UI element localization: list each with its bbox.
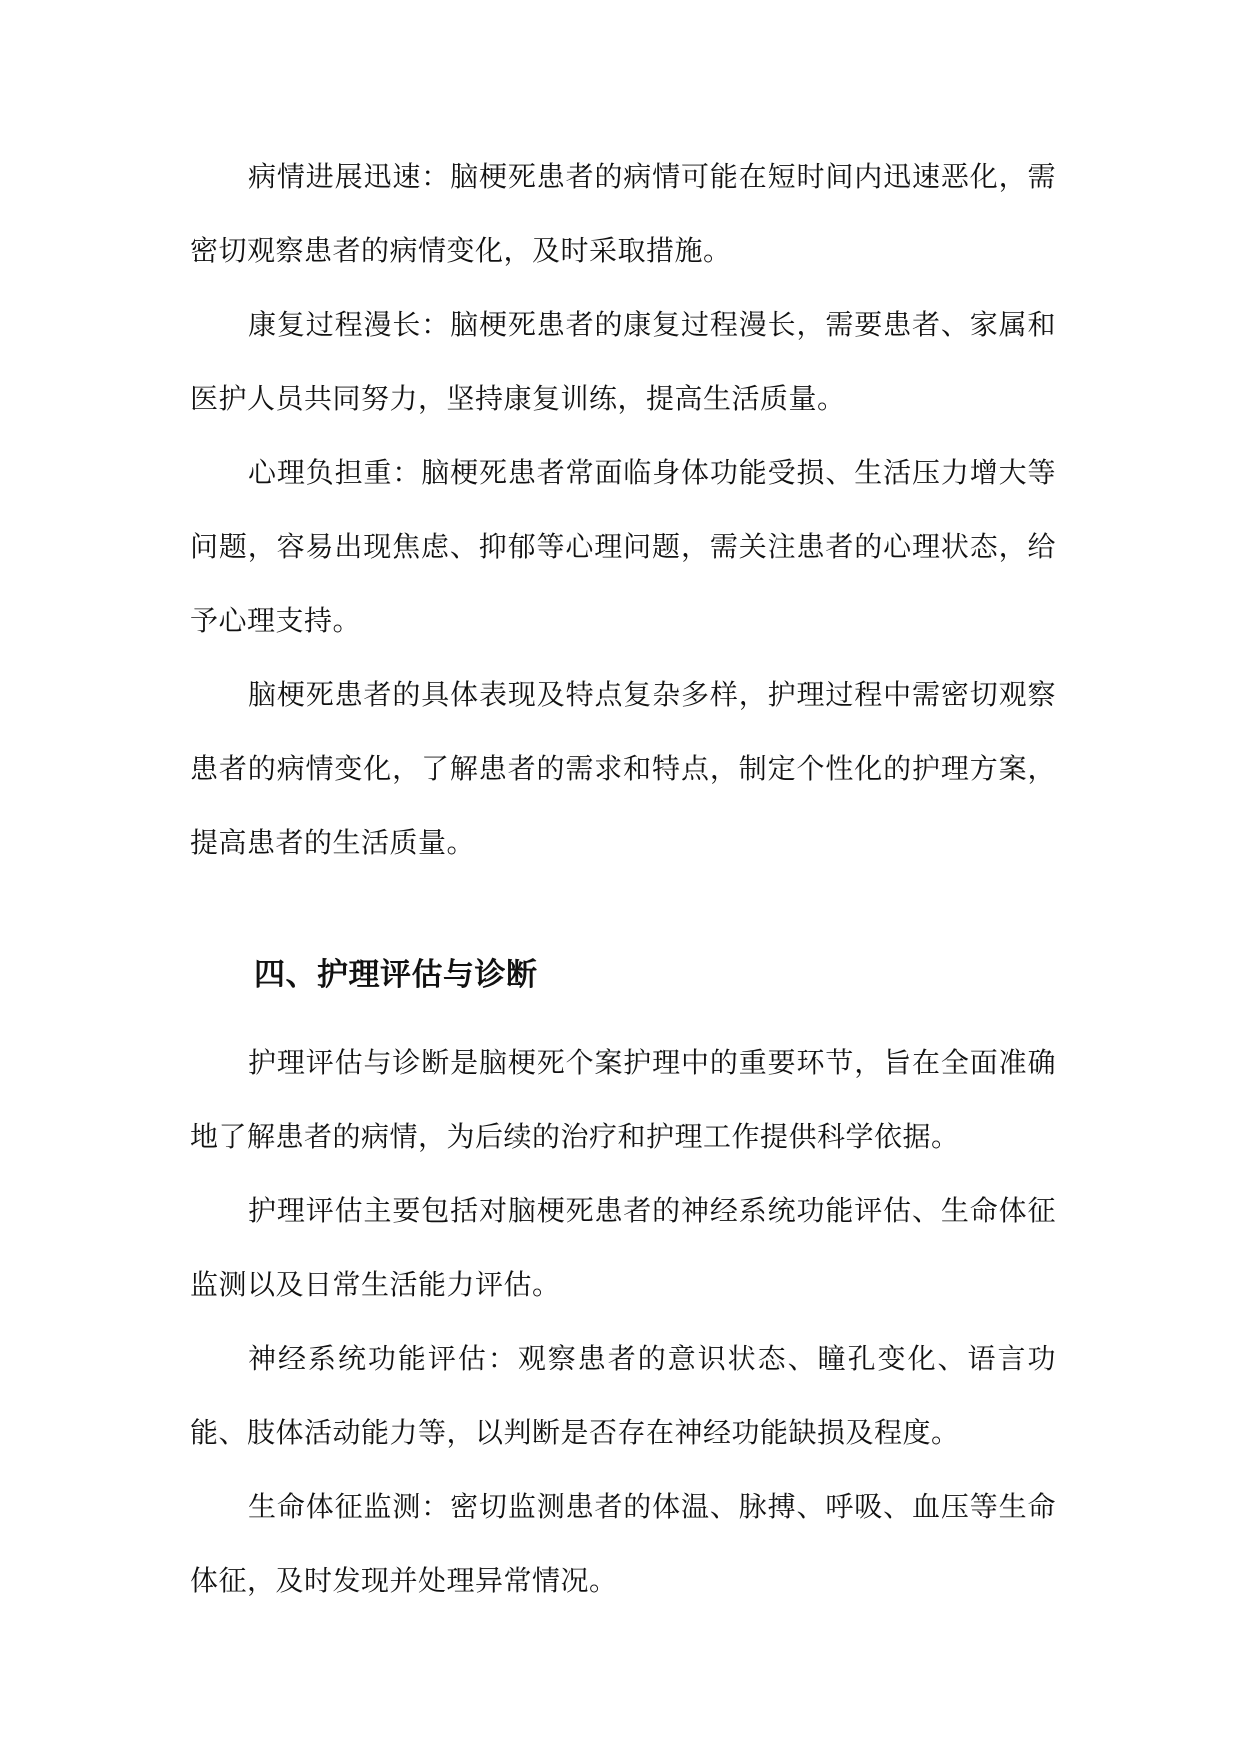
paragraph-disease-progression: 病情进展迅速：脑梗死患者的病情可能在短时间内迅速恶化，需密切观察患者的病情变化，及时采取措施。 xyxy=(190,160,1056,267)
section-heading: 四、护理评估与诊断 xyxy=(254,957,538,993)
paragraph-psychological-burden: 心理负担重：脑梗死患者常面临身体功能受损、生活压力增大等问题，容易出现焦虑、抑郁等心理问题，需关注患者的心理状态，给予心理支持。 xyxy=(190,456,1056,637)
paragraph-vital-signs: 生命体征监测：密切监测患者的体温、脉搏、呼吸、血压等生命体征，及时发现并处理异常情况。 xyxy=(190,1490,1056,1597)
page-content xyxy=(190,140,1056,1618)
paragraph-long-rehabilitation: 康复过程漫长：脑梗死患者的康复过程漫长，需要患者、家属和医护人员共同努力，坚持康复训练，提高生活质量。 xyxy=(190,308,1056,415)
paragraph-assessment-scope: 护理评估主要包括对脑梗死患者的神经系统功能评估、生命体征监测以及日常生活能力评估。 xyxy=(190,1194,1056,1301)
paragraph-neurological-assessment: 神经系统功能评估：观察患者的意识状态、瞳孔变化、语言功能、肢体活动能力等，以判断是否存在神经功能缺损及程度。 xyxy=(190,1342,1056,1449)
paragraph-summary: 脑梗死患者的具体表现及特点复杂多样，护理过程中需密切观察患者的病情变化，了解患者的需求和特点，制定个性化的护理方案，提高患者的生活质量。 xyxy=(190,678,1056,859)
paragraph-assessment-intro: 护理评估与诊断是脑梗死个案护理中的重要环节，旨在全面准确地了解患者的病情，为后续的治疗和护理工作提供科学依据。 xyxy=(190,1046,1056,1153)
